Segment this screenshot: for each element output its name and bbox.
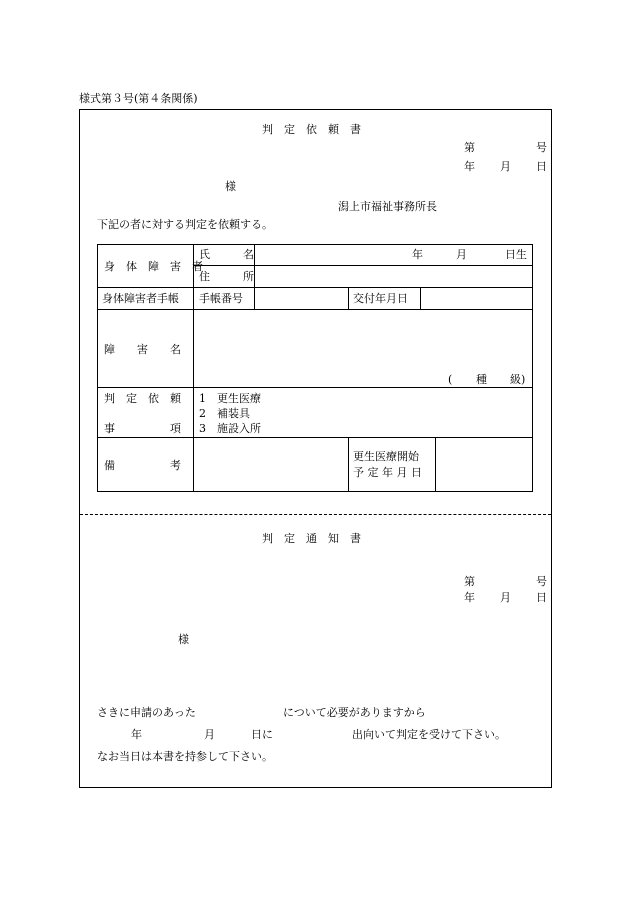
- name-label: 氏 名: [199, 248, 254, 261]
- col-divider: [254, 287, 255, 309]
- notice-addressee-sama: 様: [178, 633, 189, 646]
- row-divider: [97, 287, 533, 288]
- row-divider: [97, 437, 533, 438]
- request-date-day: 日: [536, 160, 547, 173]
- notice-line2-year: 年: [131, 728, 142, 741]
- start-label-2: 予 定 年 月 日: [353, 466, 422, 479]
- col-divider: [348, 437, 349, 492]
- birth-month: 月: [456, 248, 467, 261]
- col-divider: [254, 244, 255, 287]
- grade-open: (: [448, 373, 453, 386]
- request-intro: 下記の者に対する判定を依頼する。: [97, 218, 273, 231]
- birth-year: 年: [412, 248, 423, 261]
- request-items-label-1: 判 定 依 頼: [104, 392, 181, 405]
- request-addressee-sama: 様: [225, 180, 236, 193]
- request-title: 判 定 依 頼 書: [262, 123, 361, 136]
- birth-day: 日生: [505, 248, 527, 261]
- remarks-label: 備 考: [104, 459, 181, 472]
- notice-date-month: 月: [500, 591, 511, 604]
- notice-title: 判 定 通 知 書: [262, 532, 361, 545]
- request-item-3: 3 施設入所: [199, 422, 261, 435]
- request-date-month: 月: [500, 160, 511, 173]
- form-label: 様式第３号(第４条関係): [79, 92, 198, 105]
- grade-kind: 種: [476, 373, 487, 386]
- notice-line2-month: 月: [204, 728, 215, 741]
- request-sender: 潟上市福祉事務所長: [338, 200, 437, 213]
- notice-line3: なお当日は本書を持参して下さい。: [97, 750, 273, 763]
- request-item-1: 1 更生医療: [199, 392, 261, 405]
- notice-number-go: 号: [536, 575, 547, 588]
- request-date-year: 年: [464, 160, 475, 173]
- notice-date-year: 年: [464, 591, 475, 604]
- row-divider: [97, 387, 533, 388]
- request-table: [97, 244, 533, 492]
- handbook-label: 身体障害者手帳: [102, 292, 179, 305]
- disability-label: 障 害 名: [104, 343, 181, 356]
- request-number-go: 号: [536, 141, 547, 154]
- col-divider: [193, 244, 194, 492]
- notice-line2-day: 日に: [251, 728, 273, 741]
- cut-line: [80, 514, 551, 515]
- issue-date-label: 交付年月日: [353, 292, 408, 305]
- request-item-2: 2 補装具: [199, 407, 250, 420]
- notice-date-day: 日: [536, 591, 547, 604]
- col-divider: [348, 287, 349, 309]
- person-label: 身 体 障 害 者: [104, 260, 203, 273]
- notice-line2-b: 出向いて判定を受けて下さい。: [352, 728, 506, 741]
- grade-level: 級): [510, 373, 526, 386]
- notice-line1-b: について必要がありますから: [283, 706, 426, 719]
- col-divider: [435, 437, 436, 492]
- address-label: 住 所: [199, 270, 254, 283]
- col-divider: [420, 287, 421, 309]
- request-items-label-2: 事 項: [104, 422, 181, 435]
- handbook-number-label: 手帳番号: [199, 292, 243, 305]
- notice-number-dai: 第: [464, 575, 475, 588]
- row-divider: [193, 265, 533, 266]
- notice-line1-a: さきに申請のあった: [97, 706, 196, 719]
- request-number-dai: 第: [464, 141, 475, 154]
- start-label-1: 更生医療開始: [353, 450, 419, 463]
- row-divider: [97, 309, 533, 310]
